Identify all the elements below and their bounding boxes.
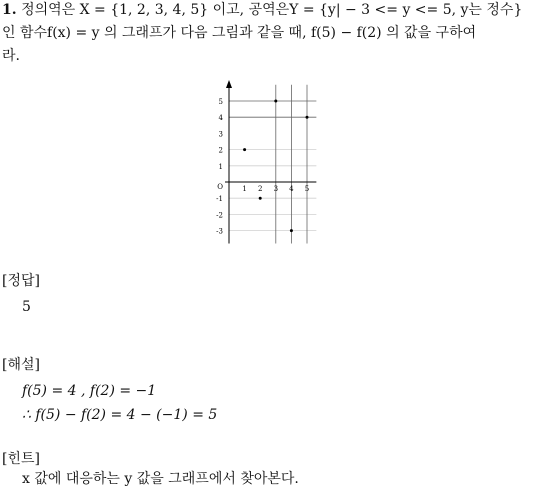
question-line-3: 라.: [2, 48, 20, 64]
y-tick-label: -3: [216, 227, 223, 236]
y-tick-label: 4: [218, 114, 223, 123]
answer-value: 5: [22, 299, 31, 315]
question-number: 1.: [2, 2, 17, 18]
function-graph: [195, 76, 330, 246]
explanation-line-1: f(5) = 4 , f(2) = −1: [22, 383, 157, 399]
x-tick-label: 2: [257, 185, 263, 193]
question-line-2: 인 함수f(x) = y 의 그래프가 다음 그림과 같을 때, f(5) − f(2) 의 값을 구하여: [2, 25, 477, 41]
data-point: [306, 116, 309, 119]
y-tick-label: 3: [218, 130, 223, 139]
y-tick-label: -1: [216, 195, 223, 204]
x-tick-label: 4: [289, 185, 294, 193]
question-line-1: [2, 1, 522, 19]
y-tick-label: -2: [216, 211, 223, 220]
x-tick-label: 5: [304, 185, 310, 193]
explanation-label: [해설]: [2, 357, 40, 373]
y-tick-label: 5: [218, 98, 223, 106]
x-tick-label: 3: [273, 185, 279, 193]
data-point: [259, 197, 262, 200]
y-axis-arrow: [226, 80, 232, 88]
origin-label: O: [217, 183, 223, 191]
answer-label: [정답]: [2, 273, 40, 289]
x-tick-label: 1: [242, 185, 247, 193]
data-point: [290, 229, 293, 232]
data-point: [243, 148, 246, 151]
hint-label: [힌트]: [2, 451, 40, 467]
question-text-1: 정의역은 X = {1, 2, 3, 4, 5} 이고, 공역은Y = {y| − 3 <= y <= 5, y는 정수}: [21, 2, 523, 18]
y-tick-label: 2: [218, 146, 223, 155]
explanation-line-2: ∴ f(5) − f(2) = 4 − (−1) = 5: [22, 407, 218, 423]
y-tick-label: 1: [218, 162, 223, 171]
data-point: [274, 100, 277, 103]
hint-line-1: x 값에 대응하는 y 값을 그래프에서 찾아본다.: [22, 471, 299, 487]
